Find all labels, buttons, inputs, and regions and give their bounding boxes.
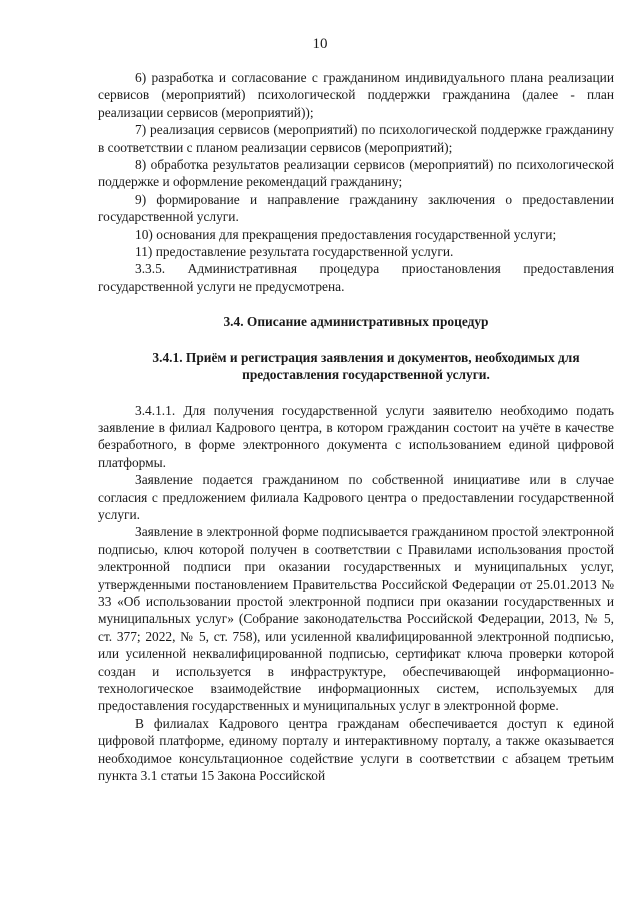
list-item: 10) основания для прекращения предоставления государственной услуги;	[135, 226, 557, 242]
paragraph: Заявление подается гражданином по собственной инициативе или в случае согласия с предложением филиала Кадрового центра о предоставлении государственной услуги.	[98, 472, 614, 522]
paragraph: Заявление в электронной форме подписывается гражданином простой электронной подписью, ключ которой получен в соответствии с Правилами использования простой электронной подписи при оказании государственных и муниципальных услуг, утвержденными постановлением Правительства Российской Федерации от 25.01.2013 № 33 «Об использовании простой электронной подписи при оказании государственных и муниципальных услуг» (Собрание законодательства Российской Федерации, 2013, № 5, ст. 377; 2022, № 5, ст. 758), или усиленной квалифицированной электронной подписью, или усиленной неквалифицированной подписью, сертификат ключа проверки которой создан и используется в инфраструктуре, обеспечивающей информационно-технологическое взаимодействие информационных систем, используемых для предоставления государственных и муниципальных услуг в электронной форме.	[98, 524, 614, 714]
list-item: 8) обработка результатов реализации сервисов (мероприятий) по психологической поддержке и оформление рекомендаций гражданину;	[98, 157, 614, 190]
section-heading: 3.4. Описание административных процедур	[223, 314, 489, 330]
list-item: 6) разработка и согласование с гражданином индивидуального плана реализации сервисов (мероприятий) психологической поддержки гражданина (далее - план реализации сервисов (мероприятий));	[98, 70, 614, 120]
paragraph: 3.3.5. Административная процедура приостановления предоставления государственной услуги не предусмотрена.	[98, 261, 614, 294]
subsection-heading: 3.4.1. Приём и регистрация заявления и документов, необходимых для предоставления государственной услуги.	[152, 349, 580, 383]
list-item: 7) реализация сервисов (мероприятий) по психологической поддержке гражданину в соответствии с планом реализации сервисов (мероприятий);	[98, 122, 614, 155]
paragraph: 3.4.1.1. Для получения государственной услуги заявителю необходимо подать заявление в филиал Кадрового центра, в котором гражданин состоит на учёте в качестве безработного, в форме электронного документа с использованием единой цифровой платформы.	[98, 402, 614, 470]
list-item: 9) формирование и направление гражданину заключения о предоставлении государственной услуги.	[98, 191, 614, 225]
paragraph: В филиалах Кадрового центра гражданам обеспечивается доступ к единой цифровой платформе, единому порталу и интерактивному порталу, а также оказывается необходимое консультационное содействие услуги в соответствии с абзацем третьим пункта 3.1 статьи 15 Закона Российской	[98, 715, 614, 784]
document-body	[98, 69, 614, 784]
page-number: 10	[312, 36, 328, 52]
list-item: 11) предоставление результата государственной услуги.	[135, 244, 454, 260]
